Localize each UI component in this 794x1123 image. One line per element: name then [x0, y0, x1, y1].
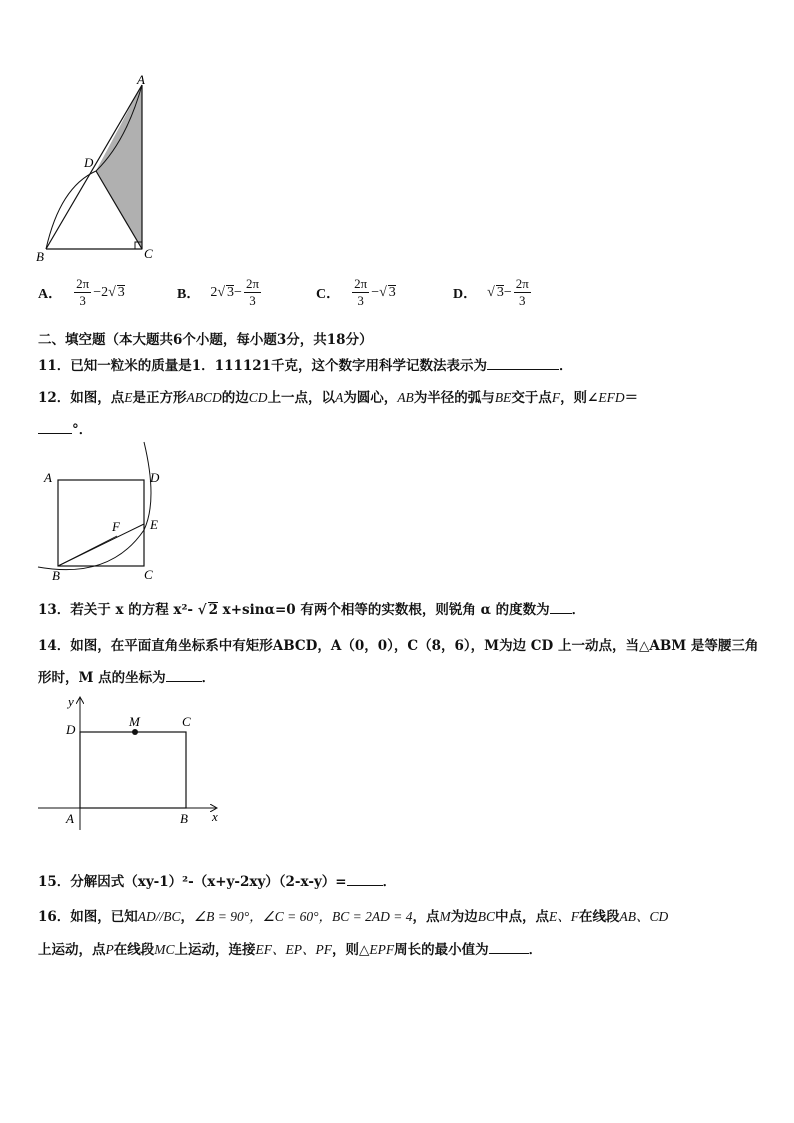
label-a: A [66, 811, 74, 826]
q16-var-ab-cd: AB、CD [619, 909, 669, 924]
option-b-minus: − [234, 284, 242, 300]
q16-end: ． [528, 942, 543, 958]
label-d: D [66, 722, 76, 737]
q12-answer-blank[interactable] [38, 421, 72, 434]
label-c: C [182, 714, 191, 729]
label-c: C [144, 246, 153, 261]
q11-end: ． [559, 358, 573, 374]
q12-end: °． [72, 422, 93, 438]
figure-1 [30, 72, 170, 268]
option-d-sqrt: √ 3 [487, 284, 504, 300]
q16-text: 为边 [450, 909, 478, 925]
point-m [132, 729, 138, 735]
option-b-frac: $\frac{2\pi}{3}$ [245, 276, 260, 308]
option-c-frac: $\frac{2\pi}{3}$ [354, 276, 368, 308]
q14-end: ． [201, 670, 216, 686]
square-abcd [58, 480, 144, 566]
q12-var-be: BE [494, 390, 512, 405]
label-a: A [137, 72, 145, 87]
option-d-label: D． [453, 286, 478, 302]
q12-text: 为半径的弧与 [413, 390, 495, 406]
option-d[interactable] [453, 276, 533, 309]
q16-text: 在线段 [113, 942, 155, 958]
q15-answer-blank[interactable] [347, 873, 383, 886]
q12-var-cd: CD [248, 390, 268, 405]
q16-var-p: P [105, 942, 114, 957]
q13-sqrt: √ 2 [197, 602, 218, 618]
q16-text: 上运动，连接 [174, 942, 256, 958]
q16-var-ef: E、F [549, 909, 580, 924]
q12-var-abcd: ABCD [186, 390, 222, 405]
q11-answer-blank[interactable] [487, 357, 559, 370]
question-16-line2 [38, 938, 542, 958]
q13-end: ． [571, 602, 586, 618]
rectangle-abcd [80, 732, 186, 808]
q12-var-ab: AB [397, 390, 414, 405]
q13-answer-blank[interactable] [550, 601, 572, 614]
label-d: D [150, 470, 160, 485]
label-c: C [144, 567, 153, 582]
option-d-minus: − [503, 284, 512, 300]
q12-text: 上一点，以 [267, 390, 336, 406]
option-a-sqrt: √ 3 [108, 284, 125, 300]
label-b: B [36, 249, 44, 264]
option-c-label: C． [316, 286, 341, 302]
q15-end: ． [382, 874, 397, 890]
option-b-label: B． [177, 286, 201, 302]
question-11 [38, 354, 573, 374]
q14-answer-blank[interactable] [166, 669, 202, 682]
q12-text: 交于点 [511, 390, 552, 406]
q16-var-epf: EPF [369, 942, 395, 957]
figure-2 [30, 440, 180, 590]
q16-condition-parallel: AD//BC [137, 909, 181, 924]
option-a-coef: −2 [93, 284, 109, 300]
q12-var-e: E [124, 390, 133, 405]
q16-text: 中点，点 [495, 909, 550, 925]
q13-text: 13．若关于 x 的方程 x²- [38, 602, 198, 618]
q16-answer-blank[interactable] [489, 941, 529, 954]
q12-text: 的边 [221, 390, 249, 406]
q16-var-segments: EF、EP、PF [255, 942, 332, 957]
label-m: M [129, 714, 140, 729]
question-14-line2 [38, 666, 215, 686]
question-16 [38, 905, 668, 925]
section-2-title: 二、填空题（本大题共6个小题，每小题3分，共18分） [38, 332, 373, 348]
q16-text: ，则△ [331, 942, 370, 958]
q16-text: ， [180, 909, 195, 925]
q15-text: 15．分解因式（xy-1）²-（x+y-2xy）（2-x-y）= [38, 874, 347, 890]
label-d: D [84, 155, 94, 170]
question-12-line2 [38, 418, 92, 438]
q12-text: 12．如图，点 [38, 390, 125, 406]
q14-text: 形时，M 点的坐标为 [38, 670, 166, 686]
q16-var-bc: BC [477, 909, 496, 924]
q11-text: 11．已知一粒米的质量是1．111121千克，这个数字用科学记数法表示为 [38, 358, 488, 374]
q16-text: 上运动，点 [38, 942, 106, 958]
question-14: 14．如图，在平面直角坐标系中有矩形ABCD，A（0，0），C（8，6），M为边 CD 上一动点，当△ABM 是等腰三角 [38, 638, 759, 654]
q16-text: 16．如图，已知 [38, 909, 138, 925]
q12-var-a: A [335, 390, 344, 405]
option-a-frac: $\frac{2\pi}{3}$ [76, 276, 90, 308]
label-f: F [112, 519, 120, 534]
q12-var-efd: EFD [598, 390, 625, 405]
q16-condition-angles: ∠B = 90°，∠C = 60°，BC = 2AD = 4 [194, 909, 413, 924]
option-b-sqrt: √ 3 [217, 284, 235, 300]
question-12 [38, 386, 638, 406]
q12-var-f: F [551, 390, 561, 405]
question-13 [38, 598, 585, 618]
q12-text: ＝ [624, 390, 639, 406]
q12-text: 为圆心， [343, 390, 398, 406]
label-e: E [150, 517, 158, 532]
option-b[interactable] [177, 276, 263, 309]
option-c[interactable] [316, 276, 396, 309]
label-b: B [180, 811, 188, 826]
label-a: A [44, 470, 52, 485]
question-15 [38, 870, 396, 890]
figure-3 [34, 692, 224, 832]
label-b: B [52, 568, 60, 583]
q16-text: ，点 [412, 909, 440, 925]
q16-text: 在线段 [579, 909, 620, 925]
option-a-label: A． [38, 286, 63, 302]
arc-bd [38, 442, 151, 570]
q12-text: 是正方形 [132, 390, 187, 406]
q16-var-m: M [439, 909, 451, 924]
label-x: x [212, 809, 218, 824]
q16-var-mc: MC [154, 942, 175, 957]
q12-text: ，则∠ [560, 390, 599, 406]
q13-text: x+sinα=0 有两个相等的实数根，则锐角 α 的度数为 [217, 602, 550, 618]
option-c-sqrt: √ 3 [379, 284, 396, 300]
option-b-coef: 2 [210, 284, 218, 300]
option-c-minus: − [371, 284, 380, 300]
shaded-region [96, 85, 142, 249]
q16-text: 周长的最小值为 [394, 942, 489, 958]
option-a[interactable] [38, 276, 125, 309]
label-y: y [68, 694, 74, 709]
option-d-frac: $\frac{2\pi}{3}$ [515, 276, 529, 308]
